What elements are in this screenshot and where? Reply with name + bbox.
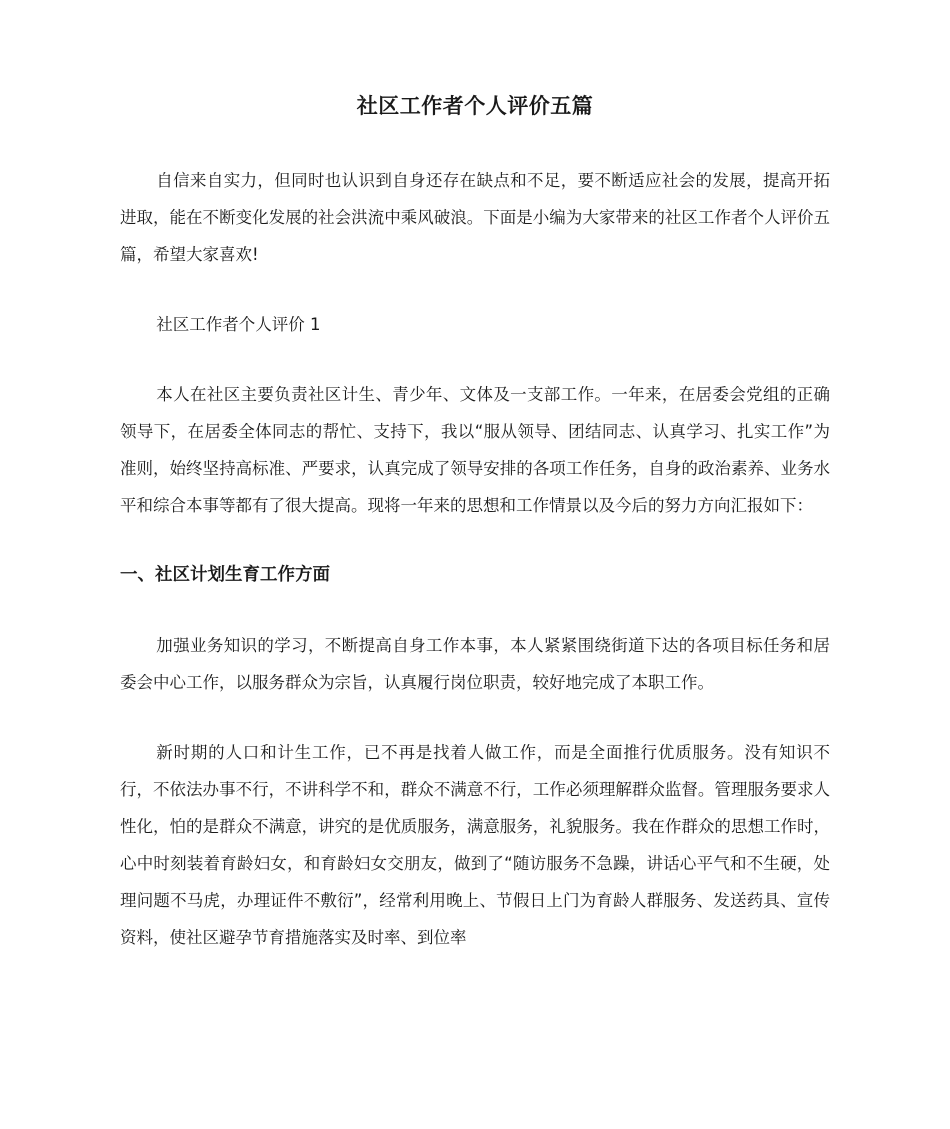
- document-title: 社区工作者个人评价五篇: [356, 94, 594, 118]
- body-paragraph-3: 新时期的人口和计生工作，已不再是找着人做工作，而是全面推行优质服务。没有知识不行，不依法办事不行，不讲科学不和，群众不满意不行，工作必须理解群众监督。管理服务要求人性化，怕的是群众不满意，讲究的是优质服务，满意服务，礼貌服务。我在作群众的思想工作时，心中时刻装着育龄妇女，和育龄妇女交朋友，做到了“随访服务不急躁，讲话心平气和不生硬，处理问题不马虎，办理证件不敷衍”，经常利用晚上、节假日上门为育龄人群服务、发送药具、宣传资料，使社区避孕节育措施落实及时率、到位率: [120, 743, 830, 947]
- intro-paragraph: 自信来自实力，但同时也认识到自身还存在缺点和不足，要不断适应社会的发展，提高开拓进取，能在不断变化发展的社会洪流中乘风破浪。下面是小编为大家带来的社区工作者个人评价五篇，希望大家喜欢!: [120, 171, 830, 264]
- body-paragraph-1: 本人在社区主要负责社区计生、青少年、文体及一支部工作。一年来，在居委会党组的正确领导下，在居委全体同志的帮忙、支持下，我以“服从领导、团结同志、认真学习、扎实工作”为准则，始终坚持高标准、严要求，认真完成了领导安排的各项工作任务，自身的政治素养、业务水平和综合本事等都有了很大提高。现将一年来的思想和工作情景以及今后的努力方向汇报如下：: [120, 385, 830, 515]
- section-heading: 一、社区计划生育工作方面: [120, 565, 330, 585]
- article-subtitle: 社区工作者个人评价 1: [156, 315, 321, 334]
- document-page: [120, 0, 830, 956]
- body-paragraph-2: 加强业务知识的学习，不断提高自身工作本事，本人紧紧围绕街道下达的各项目标任务和居委会中心工作，以服务群众为宗旨，认真履行岗位职责，较好地完成了本职工作。: [120, 636, 830, 692]
